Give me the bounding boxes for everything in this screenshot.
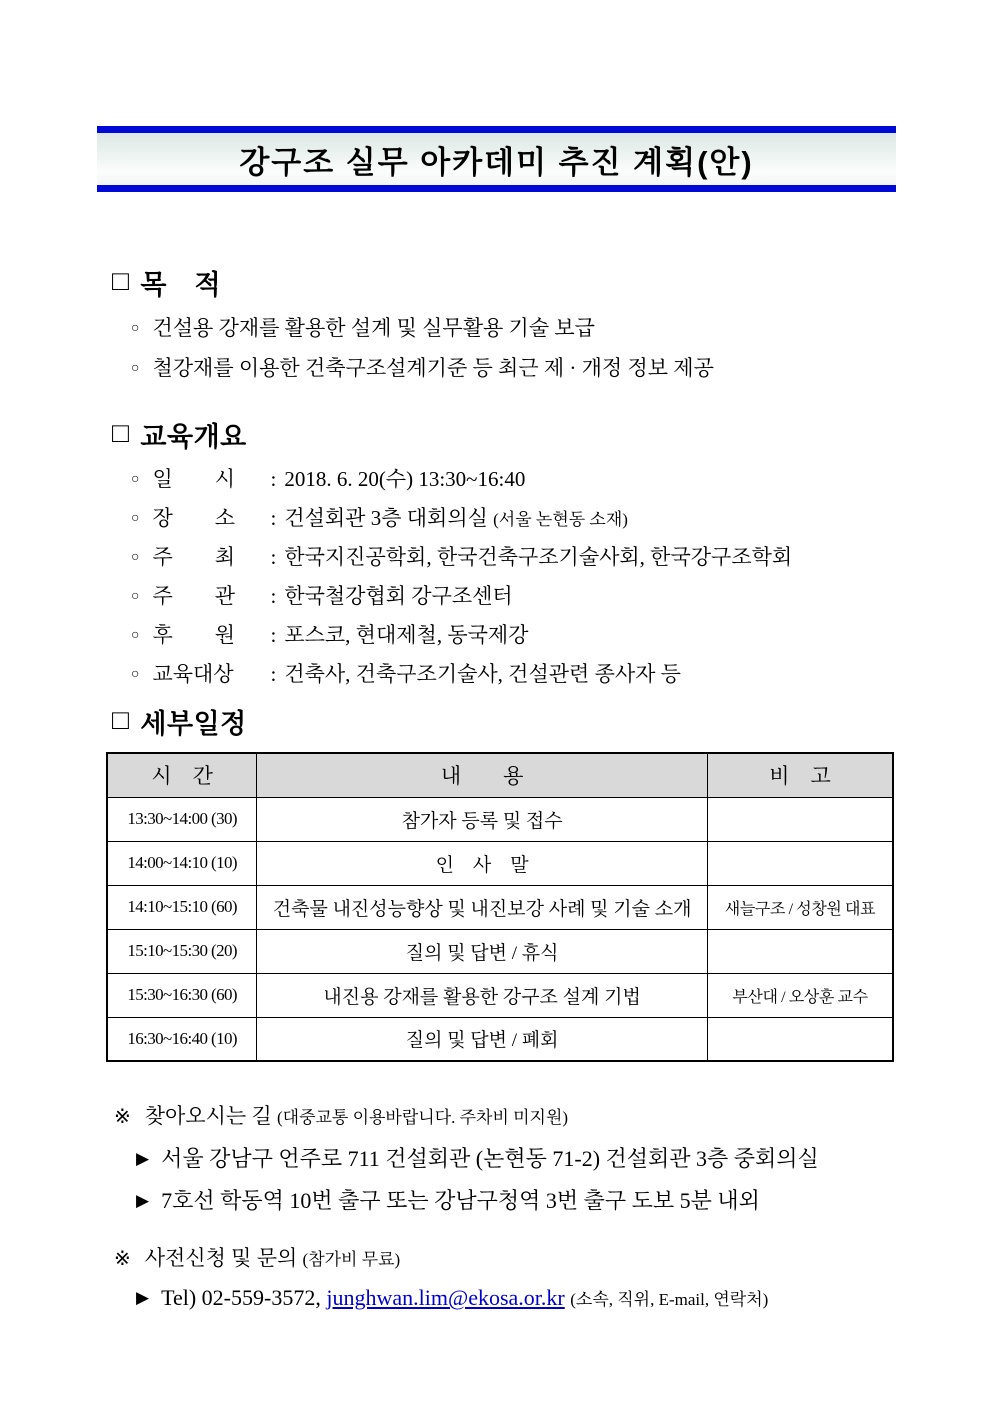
cell-time: 14:00~14:10 (10) bbox=[107, 841, 257, 885]
overview-item-date bbox=[131, 463, 525, 493]
field-note: (서울 논현동 소재) bbox=[493, 510, 628, 529]
overview-item-organizer bbox=[131, 580, 513, 610]
registration-note: (참가비 무료) bbox=[302, 1250, 401, 1269]
cell-content: 인 사 말 bbox=[257, 841, 708, 885]
colon: : bbox=[270, 662, 277, 686]
registration-title: 사전신청 및 문의 bbox=[144, 1246, 298, 1270]
schedule-heading bbox=[112, 702, 247, 741]
page-title: 강구조 실무 아카데미 추진 계획(안) bbox=[239, 144, 754, 180]
directions-line bbox=[136, 1184, 760, 1215]
cell-content: 질의 및 답변 / 휴식 bbox=[257, 929, 708, 973]
field-value: 한국철강협회 강구조센터 bbox=[284, 584, 513, 608]
registration-title-line bbox=[114, 1242, 400, 1272]
circle-bullet-icon: ○ bbox=[131, 589, 140, 604]
overview-item-audience bbox=[131, 658, 681, 688]
column-header-time: 시 간 bbox=[107, 753, 257, 797]
cell-content: 참가자 등록 및 접수 bbox=[257, 797, 708, 841]
colon: : bbox=[270, 545, 277, 569]
circle-bullet-icon: ○ bbox=[131, 667, 140, 682]
schedule-heading-label: 세부일정 bbox=[140, 709, 247, 739]
overview-heading-label: 교육개요 bbox=[140, 422, 247, 452]
cell-time: 14:10~15:10 (60) bbox=[107, 885, 257, 929]
table-row bbox=[107, 1017, 893, 1061]
cell-remark: 부산대 / 오상훈 교수 bbox=[707, 973, 893, 1017]
square-bullet-icon: □ bbox=[112, 703, 130, 735]
colon: : bbox=[270, 584, 277, 608]
schedule-table bbox=[106, 752, 894, 1062]
cell-content: 내진용 강재를 활용한 강구조 설계 기법 bbox=[257, 973, 708, 1017]
purpose-item bbox=[131, 352, 714, 382]
contact-line bbox=[136, 1285, 768, 1311]
field-value: 2018. 6. 20(수) 13:30~16:40 bbox=[284, 467, 526, 491]
purpose-item bbox=[131, 312, 595, 342]
directions-title: 찾아오시는 길 bbox=[144, 1104, 272, 1128]
purpose-heading-label: 목 적 bbox=[140, 270, 222, 300]
field-label: 주 최 bbox=[152, 545, 236, 569]
purpose-heading bbox=[112, 263, 221, 302]
overview-item-place bbox=[131, 502, 628, 532]
table-row bbox=[107, 929, 893, 973]
circle-bullet-icon: ○ bbox=[131, 511, 140, 526]
banner-body bbox=[97, 133, 896, 185]
colon: : bbox=[270, 467, 277, 491]
cell-time: 15:30~16:30 (60) bbox=[107, 973, 257, 1017]
overview-item-host bbox=[131, 541, 792, 571]
circle-bullet-icon: ○ bbox=[131, 472, 140, 487]
table-row bbox=[107, 797, 893, 841]
directions-line bbox=[136, 1142, 819, 1173]
field-value: 한국지진공학회, 한국건축구조기술사회, 한국강구조학회 bbox=[284, 545, 793, 569]
overview-heading bbox=[112, 415, 247, 454]
table-row bbox=[107, 973, 893, 1017]
table-row bbox=[107, 885, 893, 929]
circle-bullet-icon: ○ bbox=[131, 361, 140, 376]
cell-content: 질의 및 답변 / 폐회 bbox=[257, 1017, 708, 1061]
arrow-marker-icon: ▶ bbox=[136, 1191, 150, 1210]
field-label: 일 시 bbox=[152, 467, 236, 491]
cell-content: 건축물 내진성능향상 및 내진보강 사례 및 기술 소개 bbox=[257, 885, 708, 929]
purpose-item-text: 건설용 강재를 활용한 설계 및 실무활용 기술 보급 bbox=[152, 316, 595, 340]
cell-remark bbox=[707, 1017, 893, 1061]
contact-phone: Tel) 02-559-3572, bbox=[161, 1285, 321, 1310]
colon: : bbox=[270, 506, 277, 530]
cell-time: 15:10~15:30 (20) bbox=[107, 929, 257, 973]
reference-mark-icon: ※ bbox=[114, 1248, 131, 1270]
field-label: 후 원 bbox=[152, 623, 236, 647]
reference-mark-icon: ※ bbox=[114, 1106, 131, 1128]
field-value: 건설회관 3층 대회의실 bbox=[284, 506, 488, 530]
overview-item-sponsor bbox=[131, 619, 528, 649]
column-header-remark: 비 고 bbox=[707, 753, 893, 797]
field-value: 건축사, 건축구조기술사, 건설관련 종사자 등 bbox=[284, 662, 681, 686]
circle-bullet-icon: ○ bbox=[131, 321, 140, 336]
cell-time: 13:30~14:00 (30) bbox=[107, 797, 257, 841]
colon: : bbox=[270, 623, 277, 647]
square-bullet-icon: □ bbox=[112, 264, 130, 296]
cell-time: 16:30~16:40 (10) bbox=[107, 1017, 257, 1061]
directions-title-line bbox=[114, 1100, 568, 1130]
directions-line-text: 서울 강남구 언주로 711 건설회관 (논현동 71-2) 건설회관 3층 중회의실 bbox=[161, 1146, 819, 1171]
cell-remark bbox=[707, 841, 893, 885]
field-label: 주 관 bbox=[152, 584, 236, 608]
square-bullet-icon: □ bbox=[112, 416, 130, 448]
field-label: 교육대상 bbox=[152, 662, 234, 686]
cell-remark bbox=[707, 929, 893, 973]
title-banner bbox=[97, 126, 896, 192]
banner-bottom-bar bbox=[97, 185, 896, 192]
purpose-item-text: 철강재를 이용한 건축구조설계기준 등 최근 제 · 개정 정보 제공 bbox=[152, 356, 714, 380]
banner-top-bar bbox=[97, 126, 896, 133]
cell-remark bbox=[707, 797, 893, 841]
table-row bbox=[107, 841, 893, 885]
contact-suffix: (소속, 직위, E-mail, 연락처) bbox=[570, 1290, 769, 1309]
cell-remark: 새늘구조 / 성창원 대표 bbox=[707, 885, 893, 929]
table-header-row bbox=[107, 753, 893, 797]
field-value: 포스코, 현대제철, 동국제강 bbox=[284, 623, 529, 647]
arrow-marker-icon: ▶ bbox=[136, 1288, 150, 1307]
column-header-content: 내 용 bbox=[257, 753, 708, 797]
contact-email-link[interactable]: junghwan.lim@ekosa.or.kr bbox=[326, 1285, 565, 1310]
circle-bullet-icon: ○ bbox=[131, 628, 140, 643]
circle-bullet-icon: ○ bbox=[131, 550, 140, 565]
arrow-marker-icon: ▶ bbox=[136, 1149, 150, 1168]
directions-note: (대중교통 이용바랍니다. 주차비 미지원) bbox=[276, 1108, 569, 1127]
directions-line-text: 7호선 학동역 10번 출구 또는 강남구청역 3번 출구 도보 5분 내외 bbox=[161, 1188, 760, 1213]
field-label: 장 소 bbox=[152, 506, 236, 530]
